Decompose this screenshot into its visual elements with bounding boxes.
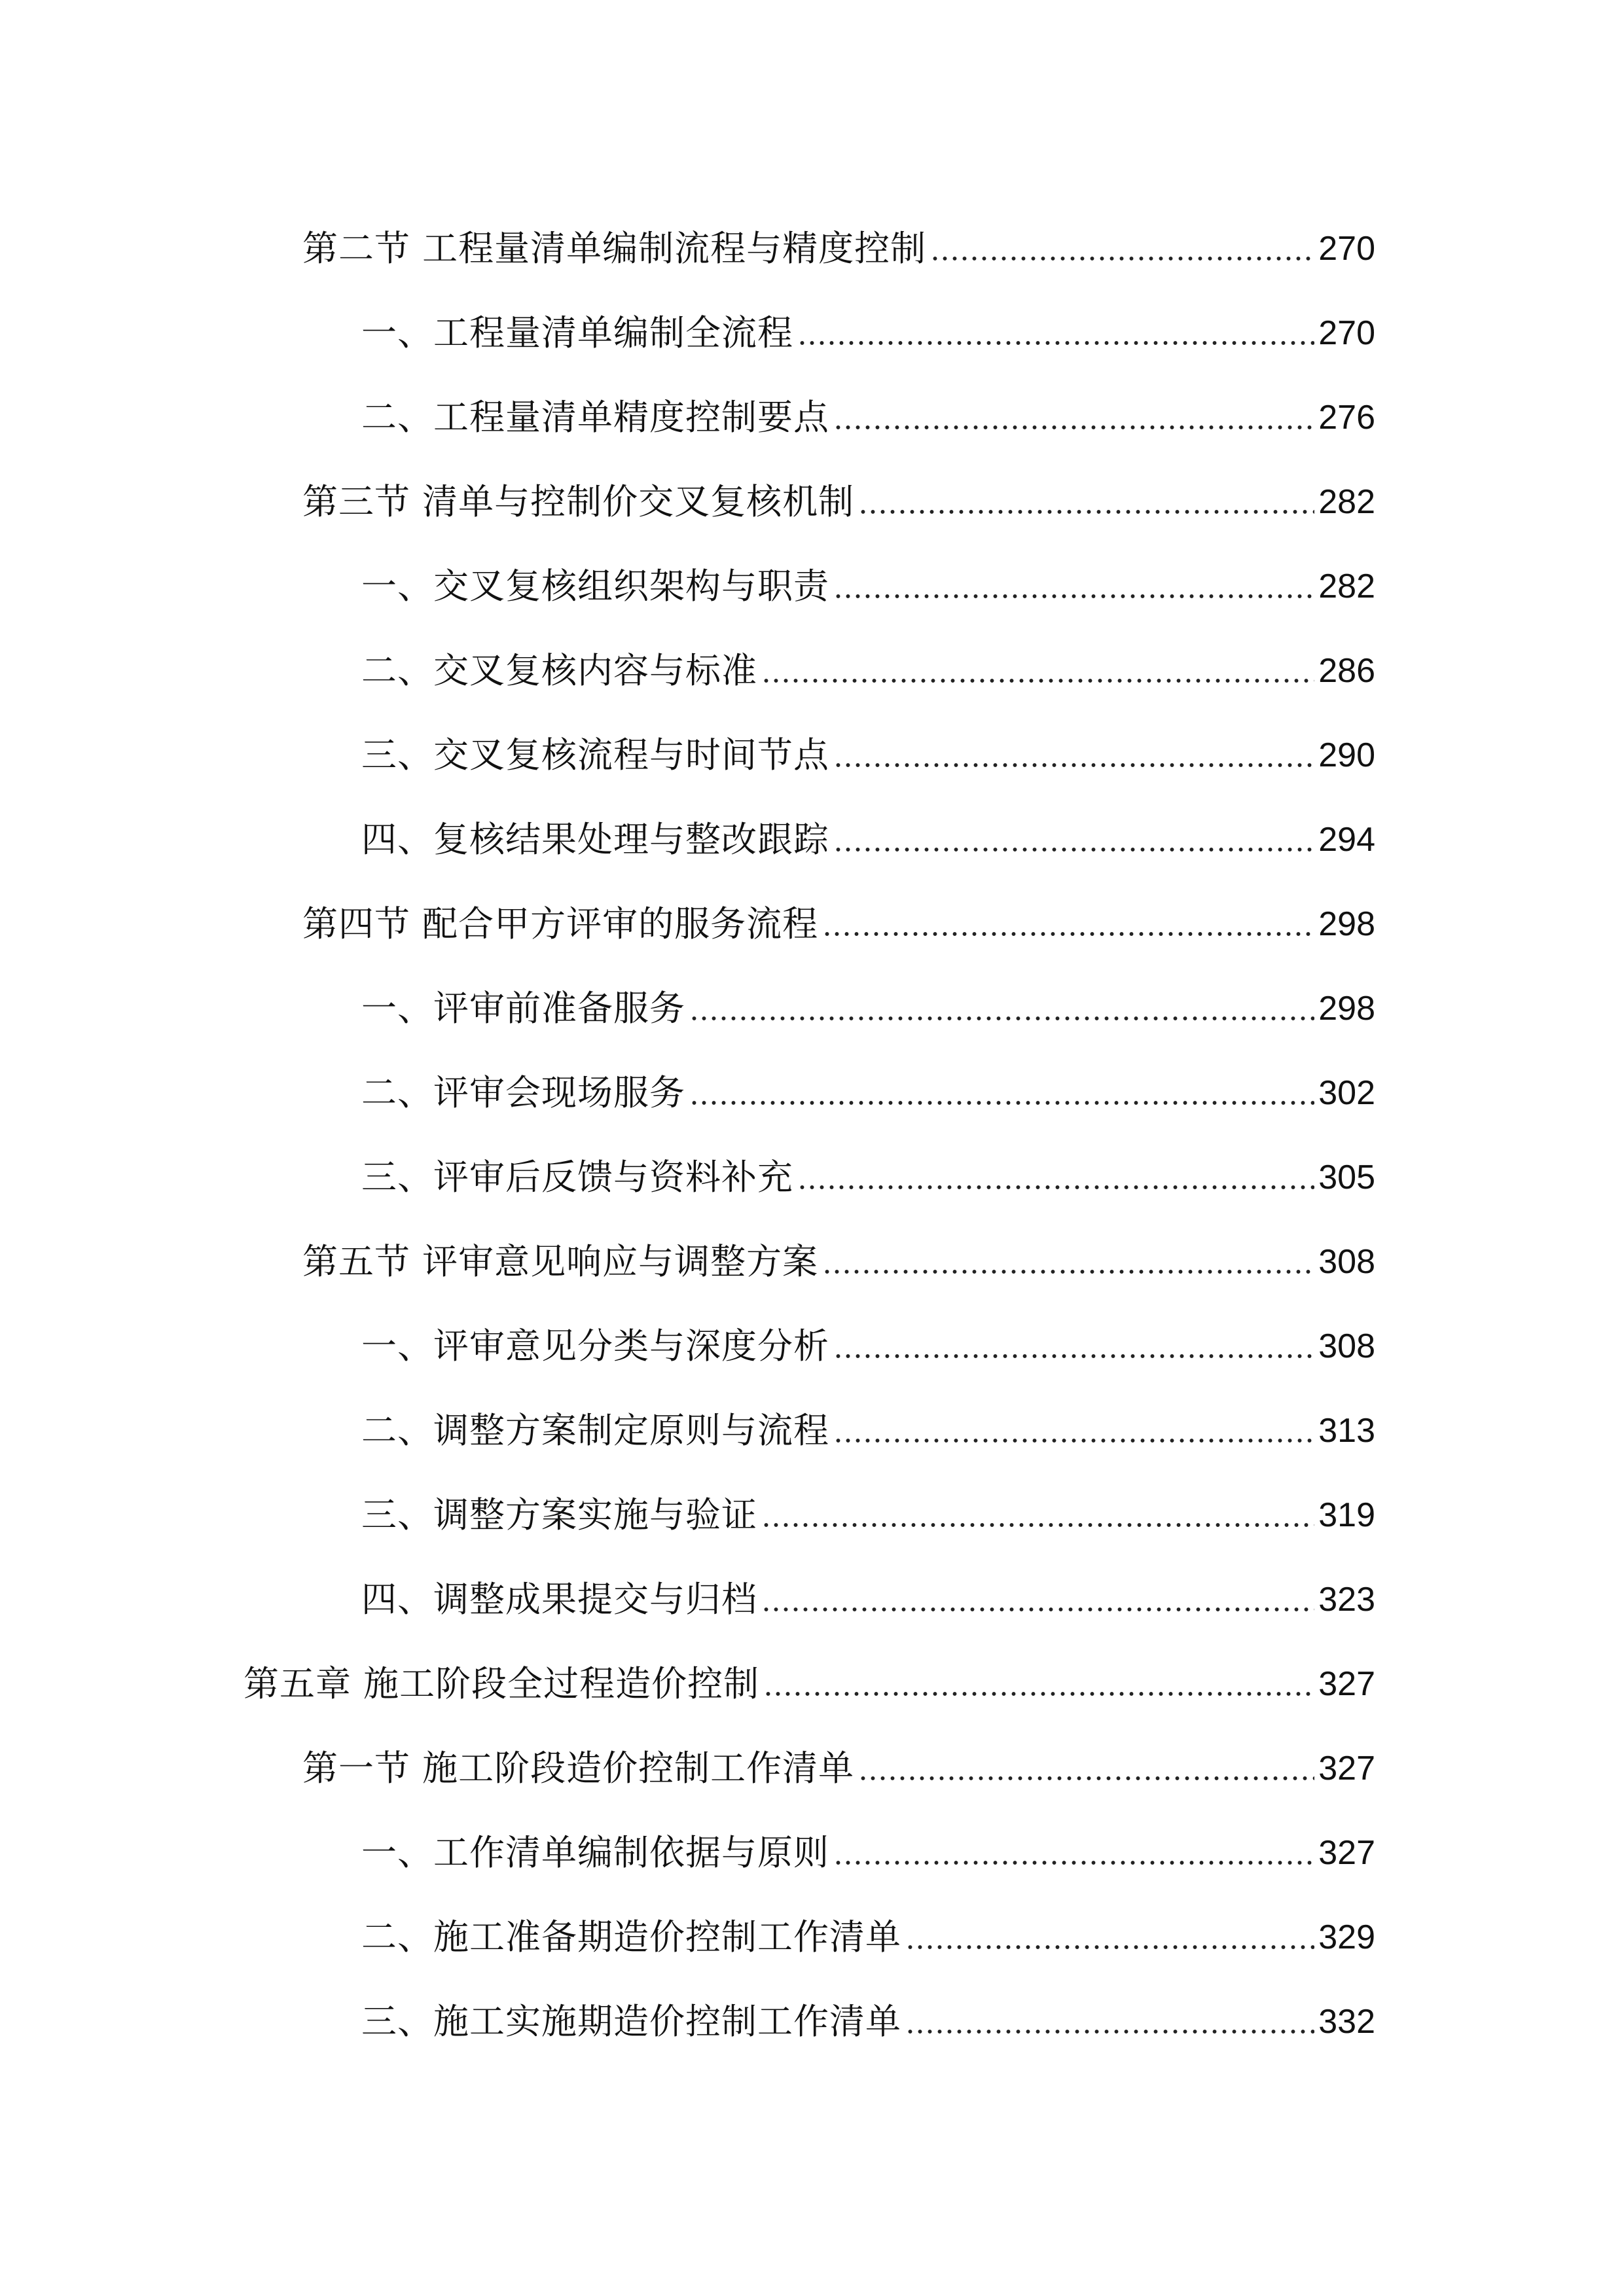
- toc-entry-subsection[interactable]: [361, 1815, 1375, 1874]
- toc-entry-title: 第五节 评审意见响应与调整方案: [302, 1241, 819, 1282]
- dot-leader: [833, 593, 1314, 600]
- dot-leader: [689, 1015, 1314, 1022]
- toc-entry-title: 一、交叉复核组织架构与职责: [361, 565, 829, 607]
- toc-entry-title: 二、交叉复核内容与标准: [361, 650, 757, 691]
- toc-entry-page-number: 290: [1318, 736, 1375, 774]
- toc-entry-page-number: 298: [1318, 905, 1375, 943]
- dot-leader: [822, 1268, 1314, 1275]
- toc-entry-subsection[interactable]: [361, 1562, 1375, 1621]
- toc-entry-title: 三、交叉复核流程与时间节点: [361, 734, 829, 776]
- toc-entry-subsection[interactable]: [361, 633, 1375, 692]
- toc-entry-subsection[interactable]: [361, 1139, 1375, 1198]
- toc-entry-title: 第二节 工程量清单编制流程与精度控制: [302, 228, 927, 269]
- dot-leader: [797, 340, 1314, 346]
- toc-entry-page-number: 308: [1318, 1327, 1375, 1365]
- dot-leader: [822, 931, 1314, 937]
- dot-leader: [833, 762, 1314, 768]
- toc-entry-page-number: 319: [1318, 1496, 1375, 1534]
- toc-entry-page-number: 298: [1318, 990, 1375, 1028]
- toc-entry-page-number: 286: [1318, 652, 1375, 690]
- toc-entry-section[interactable]: [302, 211, 1375, 270]
- toc-entry-section[interactable]: [302, 464, 1375, 523]
- toc-entry-title: 一、工程量清单编制全流程: [361, 312, 793, 353]
- toc-entry-title: 第一节 施工阶段造价控制工作清单: [302, 1748, 855, 1789]
- toc-entry-page-number: 270: [1318, 230, 1375, 268]
- toc-entry-section[interactable]: [302, 886, 1375, 945]
- dot-leader: [797, 1184, 1314, 1191]
- toc-entry-page-number: 282: [1318, 567, 1375, 605]
- toc-entry-subsection[interactable]: [361, 717, 1375, 776]
- toc-entry-chapter[interactable]: [244, 1646, 1375, 1705]
- dot-leader: [761, 1606, 1314, 1613]
- toc-entry-page-number: 276: [1318, 399, 1375, 437]
- toc-entry-page-number: 308: [1318, 1243, 1375, 1281]
- dot-leader: [858, 1775, 1314, 1782]
- toc-entry-subsection[interactable]: [361, 1984, 1375, 2043]
- dot-leader: [763, 1691, 1314, 1697]
- toc-entry-subsection[interactable]: [361, 971, 1375, 1030]
- dot-leader: [833, 1353, 1314, 1359]
- toc-entry-page-number: 323: [1318, 1581, 1375, 1619]
- toc-entry-page-number: 313: [1318, 1412, 1375, 1450]
- toc-entry-page-number: 327: [1318, 1665, 1375, 1703]
- toc-entry-subsection[interactable]: [361, 1055, 1375, 1114]
- dot-leader: [689, 1100, 1314, 1106]
- toc-entry-page-number: 270: [1318, 314, 1375, 352]
- toc-entry-page-number: 294: [1318, 821, 1375, 859]
- toc-entry-title: 第五章 施工阶段全过程造价控制: [244, 1663, 760, 1704]
- dot-leader: [905, 1944, 1314, 1950]
- dot-leader: [858, 509, 1314, 515]
- toc-entry-subsection[interactable]: [361, 1308, 1375, 1367]
- dot-leader: [761, 677, 1314, 684]
- toc-entry-title: 一、工作清单编制依据与原则: [361, 1832, 829, 1873]
- dot-leader: [833, 1859, 1314, 1866]
- toc-entry-page-number: 327: [1318, 1749, 1375, 1787]
- toc-entry-subsection[interactable]: [361, 548, 1375, 607]
- toc-entry-title: 一、评审前准备服务: [361, 988, 685, 1029]
- toc-entry-subsection[interactable]: [361, 295, 1375, 354]
- toc-entry-title: 四、调整成果提交与归档: [361, 1579, 757, 1620]
- toc-entry-section[interactable]: [302, 1224, 1375, 1283]
- toc-entry-title: 四、复核结果处理与整改跟踪: [361, 819, 829, 860]
- dot-leader: [905, 2028, 1314, 2035]
- toc-entry-title: 二、工程量清单精度控制要点: [361, 397, 829, 438]
- toc-entry-title: 第四节 配合甲方评审的服务流程: [302, 903, 819, 944]
- toc-entry-subsection[interactable]: [361, 1477, 1375, 1536]
- toc-entry-title: 一、评审意见分类与深度分析: [361, 1325, 829, 1367]
- dot-leader: [833, 1437, 1314, 1444]
- toc-entry-page-number: 327: [1318, 1834, 1375, 1872]
- toc-entry-subsection[interactable]: [361, 1393, 1375, 1452]
- toc-entry-section[interactable]: [302, 1731, 1375, 1789]
- toc-entry-title: 三、施工实施期造价控制工作清单: [361, 2001, 901, 2042]
- toc-entry-title: 二、调整方案制定原则与流程: [361, 1410, 829, 1451]
- toc-entry-title: 三、评审后反馈与资料补充: [361, 1157, 793, 1198]
- dot-leader: [761, 1522, 1314, 1528]
- toc-entry-title: 二、施工准备期造价控制工作清单: [361, 1916, 901, 1958]
- dot-leader: [833, 424, 1314, 431]
- toc-entry-page-number: 302: [1318, 1074, 1375, 1112]
- dot-leader: [833, 846, 1314, 853]
- toc-entry-page-number: 305: [1318, 1158, 1375, 1196]
- toc-entry-title: 二、评审会现场服务: [361, 1072, 685, 1113]
- toc-entry-page-number: 329: [1318, 1918, 1375, 1956]
- toc-entry-subsection[interactable]: [361, 380, 1375, 439]
- toc-entry-title: 第三节 清单与控制价交叉复核机制: [302, 481, 855, 522]
- toc-entry-page-number: 282: [1318, 483, 1375, 521]
- dot-leader: [930, 255, 1314, 262]
- toc-entry-subsection[interactable]: [361, 802, 1375, 861]
- toc-entry-subsection[interactable]: [361, 1899, 1375, 1958]
- toc-entry-page-number: 332: [1318, 2003, 1375, 2041]
- toc-entry-title: 三、调整方案实施与验证: [361, 1494, 757, 1535]
